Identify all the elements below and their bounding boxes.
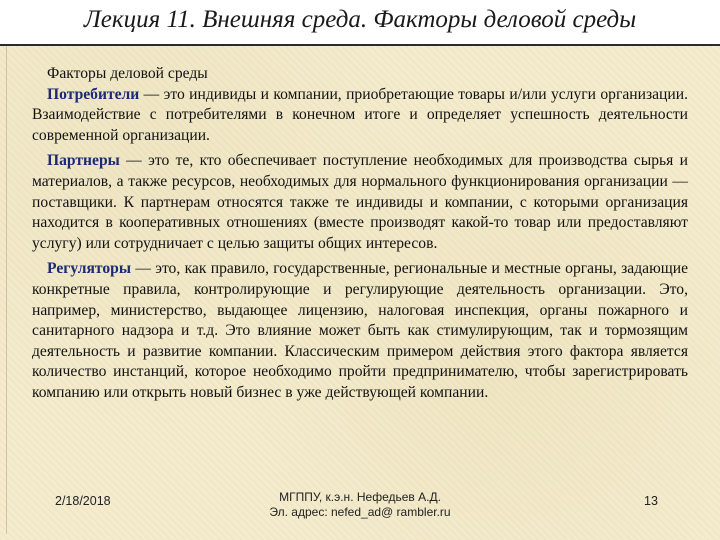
paragraph-partners bbox=[32, 151, 688, 254]
paragraph-consumers bbox=[32, 85, 688, 147]
term-regulators: Регуляторы bbox=[47, 260, 132, 278]
paragraph-text: — это, как правило, государственные, региональные и местные органы, задающие конкретные правила, контролирующие и регулирующие деятельность организации. Это, например, министерство, выдающее лицензию, налоговая инспекция, органы пожарного и санитарного надзора и т.д. Это влияние может быть как стимулирующим, так и тормозящим деятельность и развитие компании. Классическим примером действия этого фактора является количество инстанций, которое необходимо пройти предпринимателю, чтобы зарегистрировать компанию или открыть новый бизнес в уже действующей компании. bbox=[32, 260, 688, 401]
term-consumers: Потребители bbox=[47, 85, 140, 103]
footer-author: МГППУ, к.э.н. Нефедьев А.Д. bbox=[279, 490, 441, 504]
left-divider bbox=[6, 46, 7, 534]
slide-title: Лекция 11. Внешняя среда. Факторы деловой среды bbox=[83, 6, 637, 33]
term-partners: Партнеры bbox=[47, 152, 120, 170]
section-heading: Факторы деловой среды bbox=[47, 65, 208, 82]
footer-email: Эл. адрес: nefed_ad@ rambler.ru bbox=[269, 505, 451, 519]
slide-content bbox=[32, 64, 688, 409]
paragraph-text: — это индивиды и компании, приобретающие товары и/или услуги организации. Взаимодействие с потребителями в конечном итоге и определяет успешность деятельности современной организации. bbox=[32, 85, 688, 144]
title-bar bbox=[0, 0, 720, 46]
paragraph-text: — это те, кто обеспечивает поступление необходимых для производства сырья и материалов, а также ресурсов, необходимых для нормального функционирования организации — поставщики. К партнерам относятся также те индивиды и компании, с которыми организация находится в кооперативных отношениях (вместе производят какой-то товар или предоставляют услугу) или сотрудничает с целью защиты общих интересов. bbox=[32, 152, 688, 252]
footer-author-block bbox=[230, 490, 490, 520]
paragraph-regulators bbox=[32, 259, 688, 403]
slide-footer bbox=[0, 490, 720, 530]
footer-date: 2/18/2018 bbox=[55, 494, 111, 508]
page-number: 13 bbox=[644, 494, 658, 508]
